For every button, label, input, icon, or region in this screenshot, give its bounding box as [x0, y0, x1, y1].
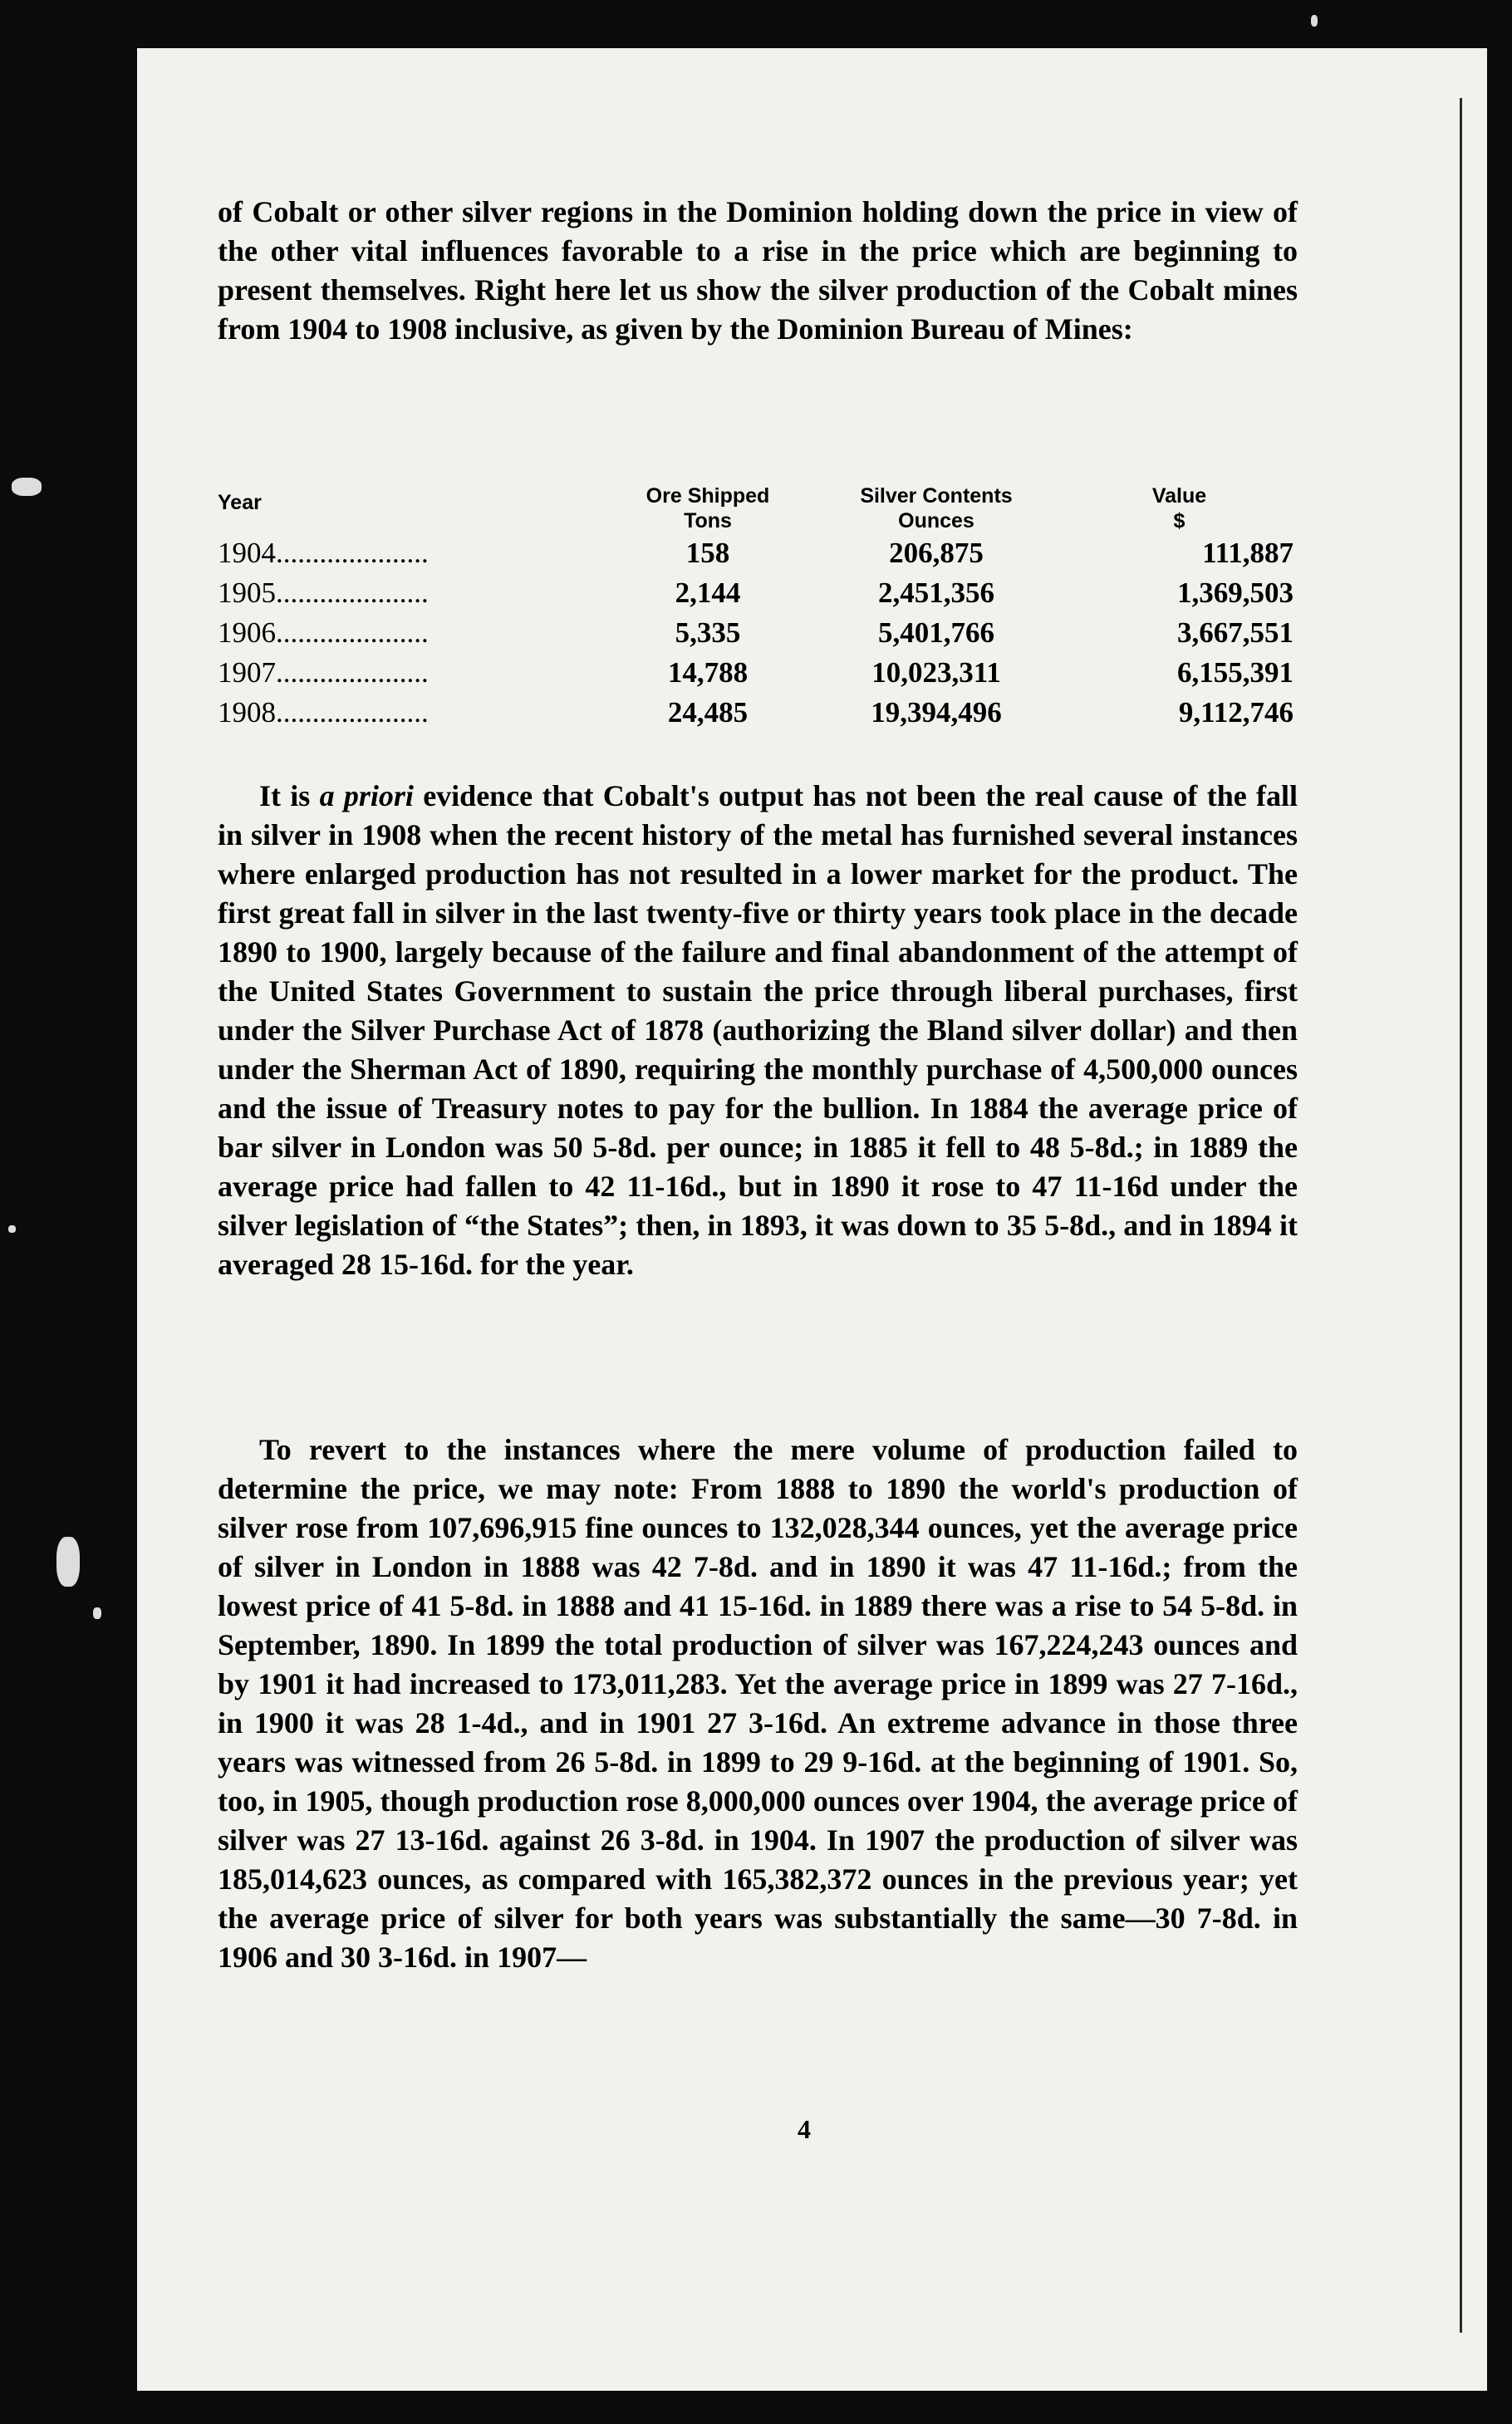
header-silver-line2: Ounces	[898, 509, 974, 532]
year-cell: 1907.....................	[218, 656, 429, 689]
header-ore-line1: Ore Shipped	[646, 484, 770, 508]
paragraph-2-lead: It is	[259, 779, 320, 812]
table-row	[218, 653, 1302, 693]
year-cell: 1905.....................	[218, 577, 429, 609]
header-ore	[608, 483, 808, 533]
table-row	[218, 533, 1302, 573]
silver-cell: 2,451,356	[878, 577, 994, 609]
paragraph-2-rest: evidence that Cobalt's output has not been the real cause of the fall in silver in 1908 when the recent history of the metal has furnished several instances where enlarged production has not resulted in a lower market for the product. The first great fall in silver in the last twenty-five or thirty years took place in the decade 1890 to 1900, largely because of the failure and final abandonment of the attempt of the United States Government to sustain the price through liberal purchases, first under the Silver Purchase Act of 1878 (authorizing the Bland silver dollar) and then under the Sherman Act of 1890, requiring the monthly purchase of 4,500,000 ounces and the issue of Treasury notes to pay for the bullion. In 1884 the average price of bar silver in London was 50 5-8d. per ounce; in 1885 it fell to 48 5-8d.; in 1889 the average price had fallen to 42 11-16d., but in 1890 it rose to 47 11-16d under the silver legislation of “the States”; then, in 1893, it was down to 35 5-8d., and in 1894 it averaged 28 15-16d. for the year.	[218, 779, 1298, 1281]
table-body	[218, 533, 1302, 733]
header-ore-line2: Tons	[684, 509, 732, 532]
year-cell: 1906.....................	[218, 616, 429, 649]
scan-speck	[8, 1225, 16, 1233]
paragraph-2-emphasis: a priori	[319, 779, 414, 812]
ore-cell: 14,788	[667, 656, 749, 689]
page-number: 4	[798, 2114, 811, 2144]
page-edge-line	[1460, 98, 1462, 2333]
scan-speck	[93, 1607, 101, 1619]
table-header	[218, 483, 1302, 533]
intro-paragraph: of Cobalt or other silver regions in the Dominion holding down the price in view of the other vital influences favorable to a rise in the price which are beginning to present themselves. Right here let us show the silver production of the Cobalt mines from 1904 to 1908 inclusive, as given by the Dominion Bureau of Mines:	[218, 195, 1298, 346]
scan-speck	[12, 478, 42, 496]
ore-cell: 5,335	[675, 616, 741, 649]
header-value-line2: $	[1173, 509, 1186, 532]
header-value-line1: Value	[1151, 484, 1207, 508]
paragraph-3: To revert to the instances where the mere volume of production failed to determine the price, we may note: From 1888 to 1890 the world's production of silver rose from 107,696,915 fine ounces to 132,028,344 ounces, yet the average price of silver in London in 1888 was 42 7-8d. and in 1890 it was 47 11-16d.; from the lowest price of 41 5-8d. in 1888 and 41 15-16d. in 1889 there was a rise to 54 5-8d. in September, 1890. In 1899 the total production of silver was 167,224,243 ounces and by 1901 it had increased to 173,011,283. Yet the average price in 1899 was 27 7-16d., in 1900 it was 28 1-4d., and in 1901 27 3-16d. An extreme advance in those three years was witnessed from 26 5-8d. in 1899 to 29 9-16d. at the beginning of 1901. So, too, in 1905, though production rose 8,000,000 ounces over 1904, the average price of silver was 27 13-16d. against 26 3-8d. in 1904. In 1907 the production of silver was 185,014,623 ounces, as compared with 165,382,372 ounces in the previous year; yet the average price of silver for both years was substantially the same—30 7-8d. in 1906 and 30 3-16d. in 1907—	[218, 1433, 1298, 1974]
value-cell: 3,667,551	[1177, 616, 1294, 649]
silver-production-table	[218, 483, 1302, 733]
silver-cell: 206,875	[889, 537, 984, 569]
year-cell: 1908.....................	[218, 696, 429, 729]
year-cell: 1904.....................	[218, 537, 429, 569]
value-cell: 6,155,391	[1177, 656, 1294, 689]
value-cell: 9,112,746	[1178, 696, 1294, 729]
table-row	[218, 693, 1302, 733]
ore-cell: 24,485	[667, 696, 749, 729]
silver-cell: 19,394,496	[871, 696, 1002, 729]
value-cell: 111,887	[1202, 537, 1294, 569]
table-row	[218, 613, 1302, 653]
paragraph-2	[218, 777, 1298, 1284]
ore-cell: 2,144	[675, 577, 741, 609]
scan-speck	[1311, 15, 1318, 27]
value-cell: 1,369,503	[1177, 577, 1294, 609]
header-silver	[808, 483, 1065, 533]
header-value	[1065, 483, 1302, 533]
header-silver-line1: Silver Contents	[860, 484, 1013, 508]
table-row	[218, 573, 1302, 613]
silver-cell: 10,023,311	[871, 656, 1001, 689]
scan-speck	[56, 1537, 80, 1587]
silver-cell: 5,401,766	[878, 616, 994, 649]
header-year: Year	[218, 491, 262, 514]
ore-cell: 158	[685, 537, 730, 569]
